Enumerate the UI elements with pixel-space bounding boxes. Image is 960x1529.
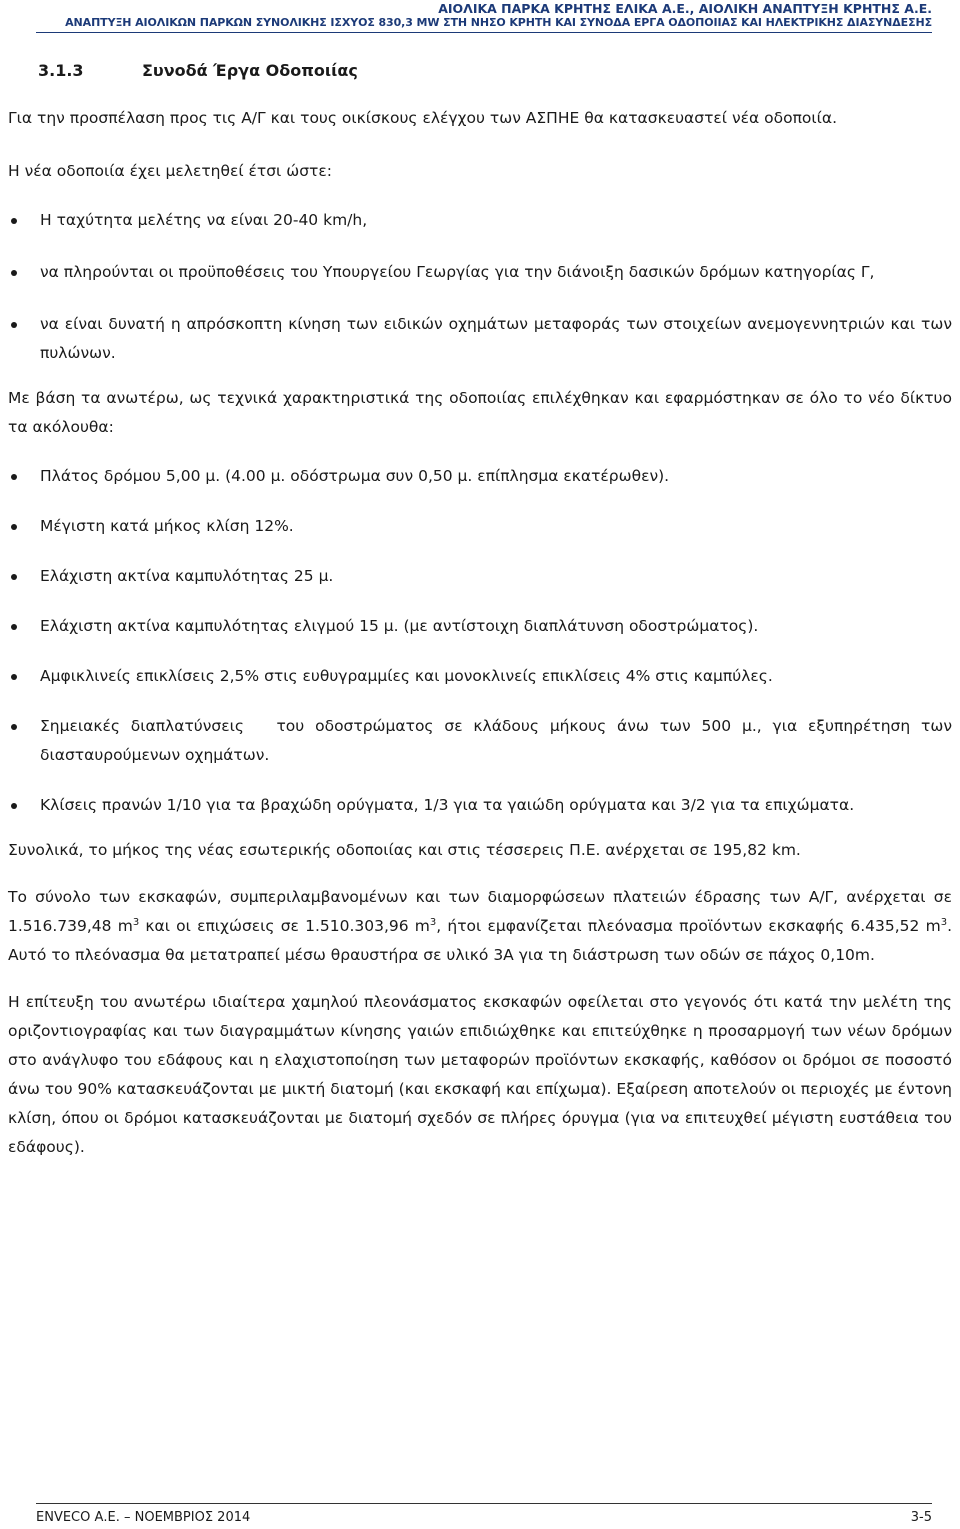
- earthworks-text-3: , ήτοι εμφανίζεται πλεόνασμα προϊόντων εκσκαφής 6.435,52 m: [436, 917, 941, 935]
- bullet-icon: [11, 624, 17, 630]
- cubic-superscript: 3: [429, 916, 437, 928]
- bullet-icon: [11, 270, 17, 276]
- list-item: [8, 562, 952, 591]
- bullet-icon: [11, 524, 17, 530]
- list-item: [8, 612, 952, 641]
- page-footer: [36, 1510, 932, 1526]
- bullet-icon: [11, 574, 17, 580]
- technical-characteristics-list: [8, 462, 957, 820]
- paragraph-design-intro: Η νέα οδοποιία έχει μελετηθεί έτσι ώστε:: [8, 162, 332, 180]
- list-item: [8, 258, 952, 287]
- header-divider: [36, 32, 932, 33]
- list-item-text: Σημειακές διαπλατύνσεις του οδοστρώματος σε κλάδους μήκους άνω των 500 μ., για εξυπηρέτηση των διασταυρούμενων οχημάτων.: [40, 717, 957, 764]
- list-item: [8, 310, 952, 368]
- section-title: Συνοδά Έργα Οδοποιίας: [142, 61, 358, 80]
- design-criteria-list: [8, 206, 952, 368]
- earthworks-text-4: . Αυτό το πλεόνασμα θα μετατραπεί μέσω θραυστήρα σε υλικό 3Α για τη διάστρωση των οδών σε πάχος 0,10m.: [8, 917, 952, 964]
- header-line-2: ΑΝΑΠΤΥΞΗ ΑΙΟΛΙΚΩΝ ΠΑΡΚΩΝ ΣΥΝΟΛΙΚΗΣ ΙΣΧΥΟΣ 830,3 MW ΣΤΗ ΝΗΣΟ ΚΡΗΤΗ ΚΑΙ ΣΥΝΟΔΑ ΕΡΓΑ ΟΔΟΠΟΙΙΑΣ ΚΑΙ ΗΛΕΚΤΡΙΚΗΣ ΔΙΑΣΥΝΔΕΣΗΣ: [65, 16, 932, 29]
- page-header: [0, 0, 960, 30]
- list-item-text: Ελάχιστη ακτίνα καμπυλότητας ελιγμού 15 μ. (με αντίστοιχη διαπλάτυνση οδοστρώματος).: [40, 617, 759, 635]
- paragraph-total-length: Συνολικά, το μήκος της νέας εσωτερικής οδοποιίας και στις τέσσερεις Π.Ε. ανέρχεται σε 195,82 km.: [8, 841, 801, 859]
- earthworks-text-2: και οι επιχώσεις σε 1.510.303,96 m: [139, 917, 430, 935]
- cubic-superscript: 3: [132, 916, 140, 928]
- list-item-text: Η ταχύτητα μελέτης να είναι 20-40 km/h,: [40, 211, 368, 229]
- bullet-icon: [11, 474, 17, 480]
- bullet-icon: [11, 724, 17, 730]
- list-item-text: Πλάτος δρόμου 5,00 μ. (4.00 μ. οδόστρωμα συν 0,50 μ. επίπλησμα εκατέρωθεν).: [40, 467, 670, 485]
- list-item-text: Ελάχιστη ακτίνα καμπυλότητας 25 μ.: [40, 567, 334, 585]
- earthworks-text-1: Το σύνολο των εκσκαφών, συμπεριλαμβανομένων και των διαμορφώσεων πλατειών έδρασης των Α/Γ, ανέρχεται σε 1.516.739,48 m: [8, 888, 952, 935]
- list-item: [8, 512, 952, 541]
- cubic-superscript: 3: [940, 916, 948, 928]
- section-number: 3.1.3: [38, 61, 84, 80]
- list-item-text: να είναι δυνατή η απρόσκοπτη κίνηση των ειδικών οχημάτων μεταφοράς των στοιχείων ανεμογεννητριών και των πυλώνων.: [40, 315, 952, 362]
- list-item: [8, 462, 952, 491]
- section-heading: [38, 56, 952, 85]
- list-item: [8, 712, 957, 770]
- footer-divider: [36, 1503, 932, 1504]
- paragraph-earthworks: [8, 883, 952, 970]
- list-item: [8, 791, 952, 820]
- document-body: [8, 56, 957, 1186]
- header-line-1: ΑΙΟΛΙΚΑ ΠΑΡΚΑ ΚΡΗΤΗΣ ΕΛΙΚΑ Α.Ε., ΑΙΟΛΙΚΗ ΑΝΑΠΤΥΞΗ ΚΡΗΤΗΣ Α.Ε.: [438, 1, 932, 16]
- bullet-icon: [11, 322, 17, 328]
- list-item-text: να πληρούνται οι προϋποθέσεις του Υπουργείου Γεωργίας για την διάνοιξη δασικών δρόμων κατηγορίας Γ,: [40, 263, 875, 281]
- paragraph-characteristics-intro: Με βάση τα ανωτέρω, ως τεχνικά χαρακτηριστικά της οδοποιίας επιλέχθηκαν και εφαρμόστηκαν σε όλο το νέο δίκτυο τα ακόλουθα:: [8, 389, 952, 436]
- list-item: [8, 206, 952, 235]
- list-item-text: Μέγιστη κατά μήκος κλίση 12%.: [40, 517, 294, 535]
- list-item: [8, 662, 952, 691]
- paragraph-surplus-explanation: Η επίτευξη του ανωτέρω ιδιαίτερα χαμηλού πλεονάσματος εκσκαφών οφείλεται στο γεγονός ότι κατά την μελέτη της οριζοντιογραφίας και των διαγραμμάτων κίνησης γαιών επιδιώχθηκε και επιτεύχθηκε η προσαρμογή των νέων δρόμων στο ανάγλυφο του εδάφους και η ελαχιστοποίηση των μεταφορών προϊόντων εκσκαφής, καθόσον οι δρόμοι σε ποσοστό άνω του 90% κατασκευάζονται με μικτή διατομή (και εκσκαφή και επίχωμα). Εξαίρεση αποτελούν οι περιοχές με έντονη κλίση, όπου οι δρόμοι κατασκευάζονται με διατομή σχεδόν σε πλήρες όρυγμα (για να επιτευχθεί μέγιστη ευστάθεια του εδάφους).: [8, 993, 952, 1156]
- list-item-text: Αμφικλινείς επικλίσεις 2,5% στις ευθυγραμμίες και μονοκλινείς επικλίσεις 4% στις καμπύλες.: [40, 667, 773, 685]
- paragraph-access: Για την προσπέλαση προς τις Α/Γ και τους οικίσκους ελέγχου των ΑΣΠΗΕ θα κατασκευαστεί νέα οδοποιία.: [8, 109, 838, 127]
- bullet-icon: [11, 218, 17, 224]
- page-number: 3-5: [910, 1510, 932, 1525]
- bullet-icon: [11, 803, 17, 809]
- footer-company-date: ENVECO Α.Ε. – ΝΟΕΜΒΡΙΟΣ 2014: [36, 1510, 251, 1525]
- bullet-icon: [11, 674, 17, 680]
- list-item-text: Κλίσεις πρανών 1/10 για τα βραχώδη ορύγματα, 1/3 για τα γαιώδη ορύγματα και 3/2 για τα επιχώματα.: [40, 796, 855, 814]
